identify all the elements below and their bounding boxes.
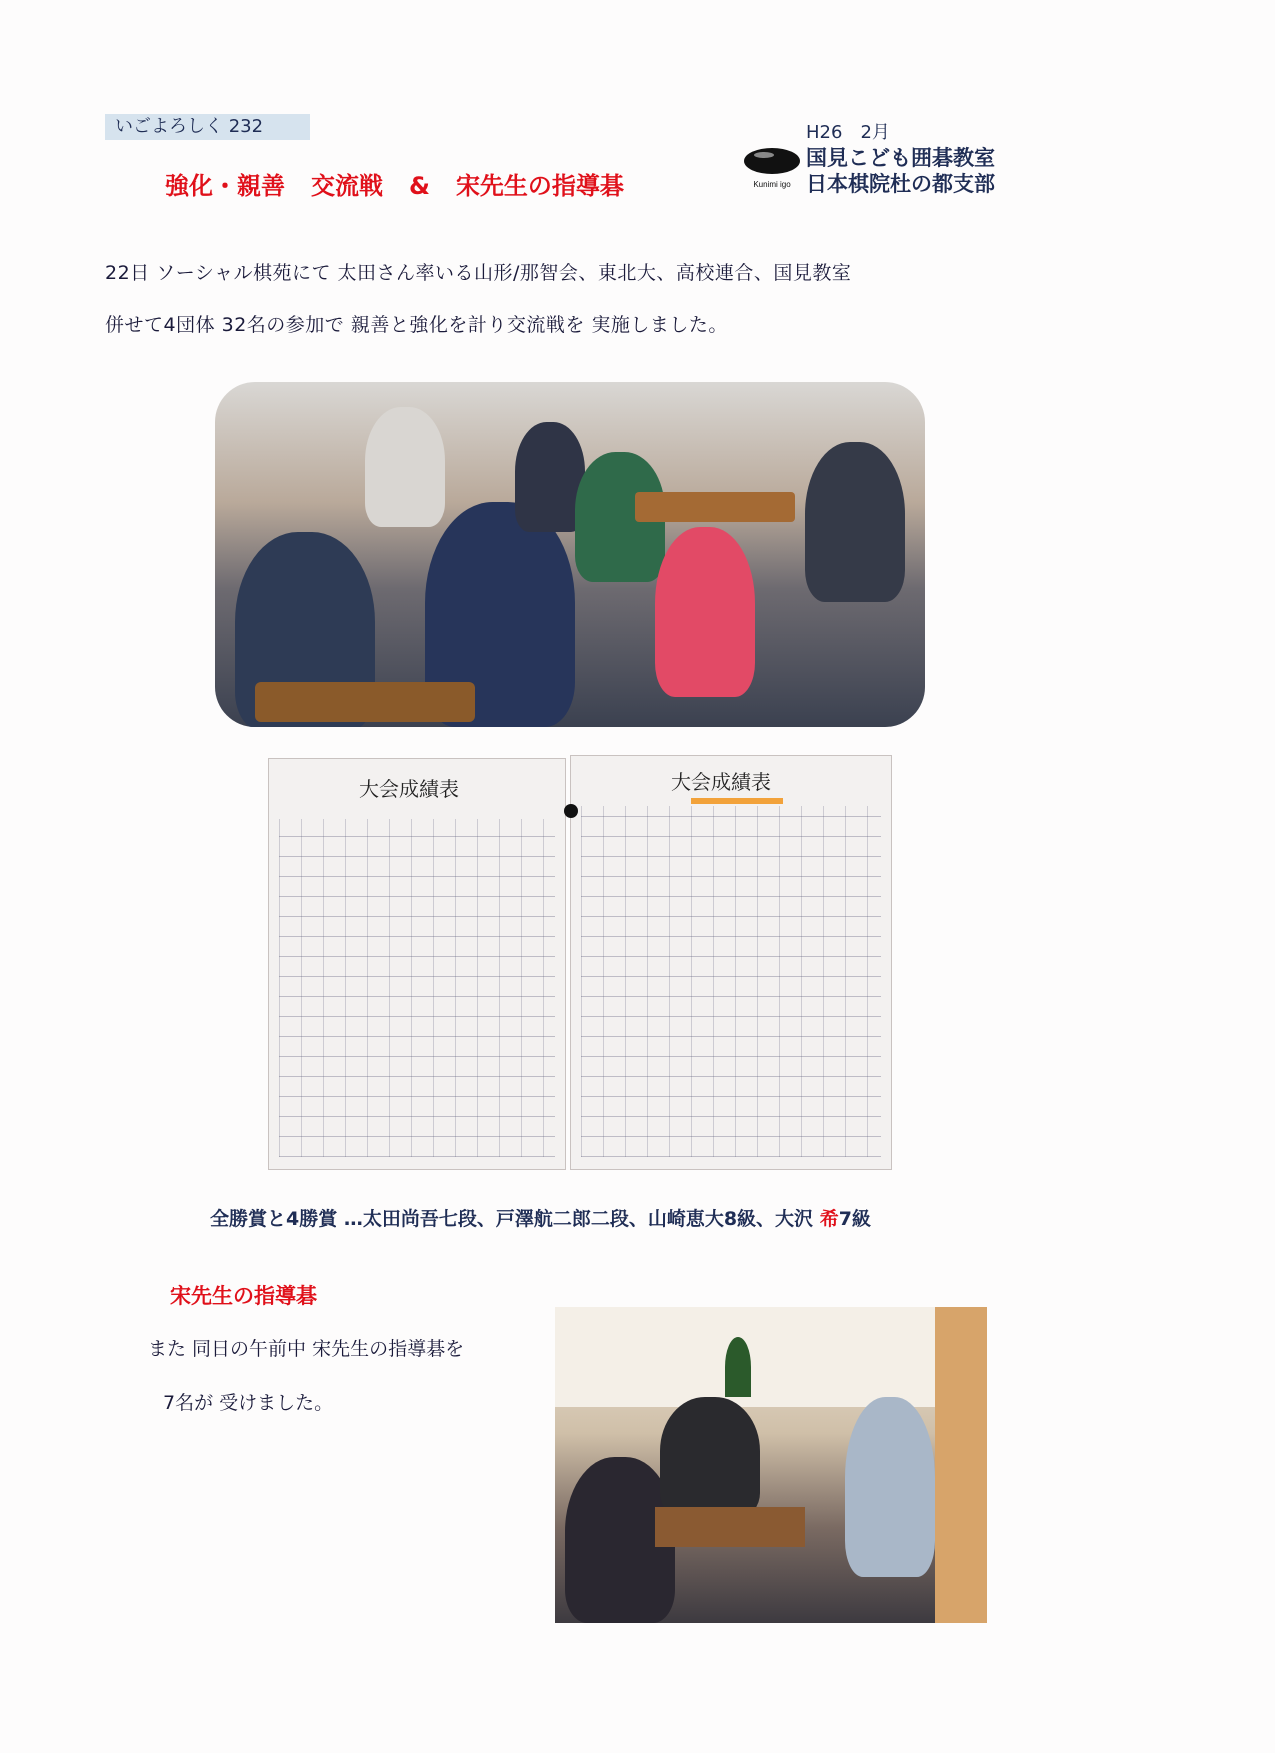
- score-sheet-right: [570, 755, 892, 1170]
- winners-line: [210, 1204, 871, 1231]
- headline-part1: 強化・親善: [165, 172, 285, 200]
- title-underline: [691, 798, 783, 804]
- teaching-line-2: 7名が 受けました。: [163, 1392, 334, 1414]
- headline-amp: &: [409, 172, 430, 200]
- score-sheet-left: [268, 758, 566, 1170]
- logo-text: Kunimi igo: [753, 180, 791, 189]
- score-grid: [279, 819, 555, 1157]
- teaching-game-photo: [555, 1307, 987, 1623]
- score-sheet-right-title: 大会成績表: [671, 770, 771, 794]
- winners-highlight: 希: [819, 1208, 839, 1230]
- issue-date: [806, 118, 908, 144]
- headline-part3: 宋先生の指導碁: [455, 172, 624, 200]
- headline-part2: 交流戦: [311, 172, 383, 200]
- org-name-line2: 日本棋院杜の都支部: [806, 172, 995, 196]
- teaching-heading: 宋先生の指導碁: [170, 1284, 317, 1308]
- org-name-line1: 国見こども囲碁教室: [806, 146, 995, 170]
- tournament-photo: [215, 382, 925, 727]
- pin-icon: [564, 804, 578, 818]
- page-title: [165, 166, 650, 201]
- kunimi-igo-logo: [740, 145, 804, 191]
- issue-month: 2月: [860, 122, 890, 143]
- issue-year: H26: [806, 122, 843, 143]
- winners-text: 全勝賞と4勝賞 …太田尚吾七段、戸澤航二郎二段、山崎恵大8級、大沢: [210, 1208, 814, 1230]
- winners-suffix: 7級: [838, 1208, 871, 1230]
- score-grid: [581, 806, 881, 1157]
- series-label: いごよろしく 232: [105, 114, 310, 140]
- teaching-line-1: また 同日の午前中 宋先生の指導碁を: [148, 1338, 465, 1360]
- intro-line-1: 22日 ソーシャル棋苑にて 太田さん率いる山形/那智会、東北大、高校連合、国見教室: [105, 262, 852, 284]
- score-sheet-left-title: 大会成績表: [359, 777, 459, 801]
- intro-line-2: 併せて4団体 32名の参加で 親善と強化を計り交流戦を 実施しました。: [105, 314, 728, 336]
